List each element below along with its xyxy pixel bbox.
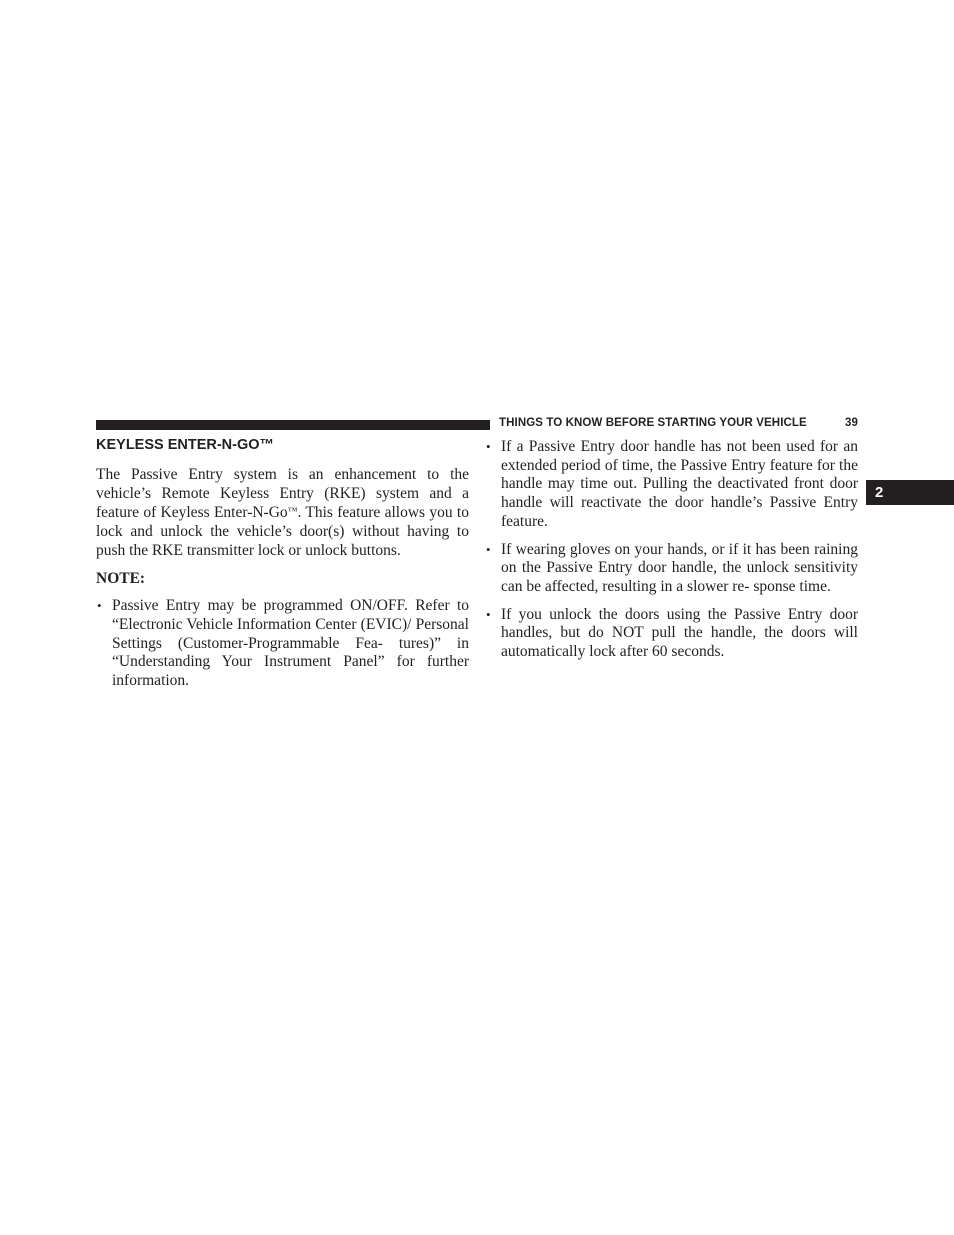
bullet-icon: • xyxy=(486,541,491,557)
chapter-tab: 2 xyxy=(866,480,954,505)
running-header xyxy=(499,417,858,429)
intro-paragraph xyxy=(96,466,469,561)
header-rule-bar xyxy=(96,420,490,430)
bullet-text: If wearing gloves on your hands, or if it has been raining on the Passive Entry door handle, the unlock sensitivity can be affected, resulting in a slower re- sponse time. xyxy=(501,540,858,595)
list-item xyxy=(485,606,858,662)
list-item xyxy=(485,541,858,597)
note-bullet-list xyxy=(96,597,469,691)
right-bullet-list xyxy=(485,438,858,662)
section-heading: KEYLESS ENTER-N-GO™ xyxy=(96,437,275,453)
intro-text-part2: . This feature allows you to lock and unlock the vehicle’s door(s) without having to push the RKE transmitter lock or unlock buttons. xyxy=(96,504,469,559)
note-label: NOTE: xyxy=(96,569,146,587)
bullet-icon: • xyxy=(486,439,491,454)
list-item xyxy=(485,438,858,532)
bullet-text: Passive Entry may be programmed ON/OFF. Refer to “Electronic Vehicle Information Center (EVIC)/ Personal Settings (Customer-Programmable Fea- tures)” in “Understanding Your Instrument Panel” for further information. xyxy=(112,597,469,690)
intro-text-part1: The Passive Entry system is an enhancement to the vehicle’s Remote Keyless Entry (RKE) system and a feature of Keyless Enter-N-Go xyxy=(96,466,469,522)
right-column xyxy=(485,438,858,671)
page-number: 39 xyxy=(845,417,858,429)
trademark-symbol: ™ xyxy=(287,506,298,518)
bullet-icon: • xyxy=(97,598,102,614)
section-title: THINGS TO KNOW BEFORE STARTING YOUR VEHICLE xyxy=(499,417,807,429)
bullet-text: If a Passive Entry door handle has not been used for an extended period of time, the Passive Entry feature for the handle may time out. Pulling the deactivated front door handle will reactivate the door handle’s Passive Entry feature. xyxy=(501,438,858,530)
left-column xyxy=(96,436,469,700)
list-item xyxy=(96,597,469,691)
bullet-text: If you unlock the doors using the Passive Entry door handles, but do NOT pull the handle, the doors will automatically lock after 60 seconds. xyxy=(501,605,858,661)
bullet-icon: • xyxy=(486,606,491,622)
